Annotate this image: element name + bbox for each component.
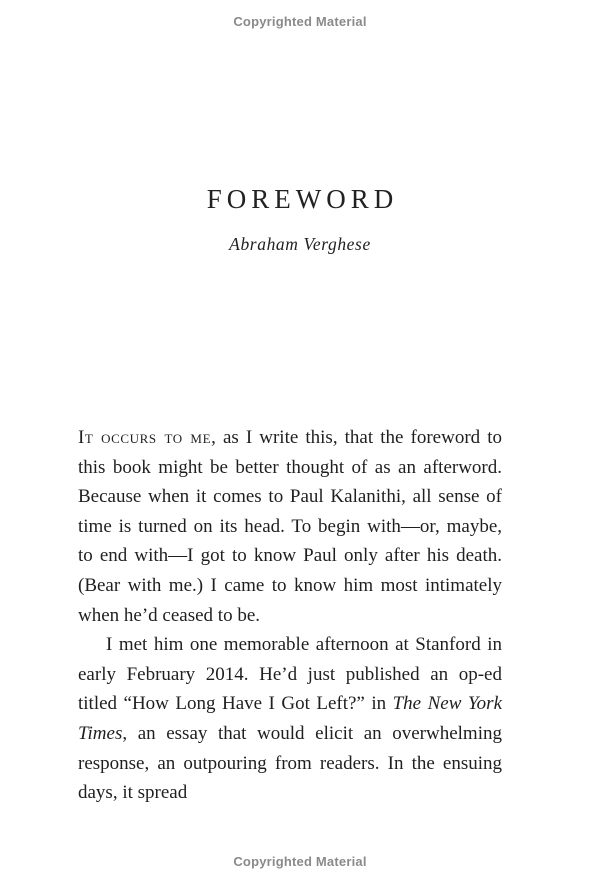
paragraph-2-text-before: I met him one memorable afternoon at Stanford in early February 2014. He’d just published an op-ed titled “How Long Have I Got Left?” in bbox=[78, 634, 502, 715]
paragraph-1-text: , as I write this, that the foreword to this book might be better thought of as an afterword. Because when it comes to Paul Kalanithi, all sense of time is turned on its head. To begin with—or, maybe, to end with—I got to know Paul only after his death. (Bear with me.) I came to know him most intimately when he’d ceased to be. bbox=[78, 427, 503, 626]
paragraph-2-text-after: , an essay that would elicit an overwhelming response, an outpouring from readers. In the ensuing days, it spread bbox=[78, 722, 502, 804]
publication-title-italic: The New York Times bbox=[78, 693, 503, 744]
chapter-author: Abraham Verghese bbox=[229, 234, 371, 254]
chapter-title: FOREWORD bbox=[206, 184, 399, 214]
body-text bbox=[78, 423, 502, 808]
paragraph-2 bbox=[78, 630, 502, 808]
copyright-notice-top: Copyrighted Material bbox=[233, 14, 367, 29]
paragraph-1-smallcaps-opener: It occurs to me bbox=[78, 427, 212, 448]
copyright-notice-bottom: Copyrighted Material bbox=[233, 854, 367, 869]
paragraph-1 bbox=[78, 423, 502, 630]
